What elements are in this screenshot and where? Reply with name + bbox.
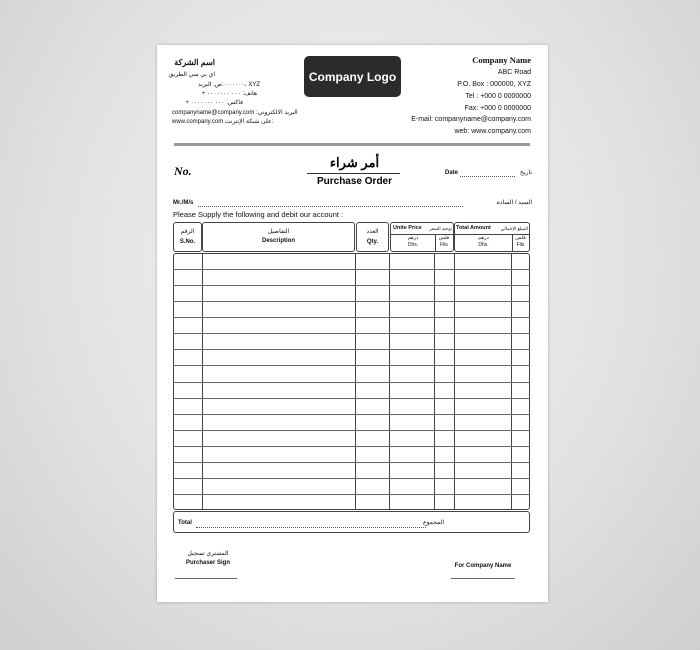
table-row-line [173, 317, 530, 318]
total-field[interactable] [196, 527, 426, 528]
items-table [173, 222, 530, 510]
header-sno [173, 222, 202, 252]
table-row-line [173, 462, 530, 463]
header-sno-ar: الرقم [180, 229, 195, 235]
table-row-line [173, 365, 530, 366]
company-tel: Tel : +000 0 0000000 [465, 93, 531, 100]
tel-ar: هاتف: ٠٠٠ ٠٠٠٠٠٠٠ + [201, 91, 257, 97]
title-ar: أمر شراء [329, 155, 380, 170]
header-total-amount [454, 222, 530, 252]
table-row-line [173, 494, 530, 495]
total-row [173, 511, 530, 533]
header-total-en: Total Amount [456, 225, 491, 231]
table-row-line [173, 269, 530, 270]
supply-instruction: Please Supply the following and debit our account : [173, 210, 344, 219]
purchaser-sign-label: Purchaser Sign [185, 560, 230, 566]
header-desc-ar: التفاصيل [267, 229, 290, 235]
date-label: Date [445, 170, 459, 176]
header-desc-en: Description [261, 238, 295, 244]
table-row-line [173, 478, 530, 479]
customer-name-field[interactable] [198, 206, 463, 207]
table-row-line [173, 301, 530, 302]
header-price-en: Unite Price [393, 225, 422, 231]
header-total-ar: المبلغ الإجمالي [500, 226, 528, 231]
road-ar: اي بي سي الطريق [168, 72, 215, 78]
total-dhs-en: Dhs. [478, 242, 489, 248]
company-email: E-mail: companyname@company.com [411, 116, 531, 123]
total-label: Total [178, 520, 192, 526]
table-row-line [173, 414, 530, 415]
header-unit-price [390, 222, 454, 252]
company-name: Company Name [472, 55, 531, 65]
title-underline [307, 173, 400, 174]
mrms-ar: السيد / السادة [496, 200, 532, 206]
table-row-line [173, 285, 530, 286]
company-sign-line[interactable] [451, 578, 515, 579]
purchase-order-sheet [157, 45, 548, 602]
no-label: No. [174, 164, 192, 178]
email-line-left: companyname@company.com :البريد الالكتروني [172, 110, 298, 116]
price-dhs-en: Dhs. [407, 242, 419, 248]
fax-ar: فاكس: ٠٠٠ ٠٠٠٠٠٠٠ + [185, 100, 243, 106]
total-fils-en: Fils [516, 242, 525, 248]
table-row-line [173, 382, 530, 383]
table-row-line [173, 446, 530, 447]
pobox-ar: XYZ ،٠٠٠٠٠٠ :ص. البريد [198, 82, 260, 88]
company-fax: Fax: +000 0 0000000 [464, 105, 531, 112]
header-sno-en: S.No. [179, 239, 196, 245]
company-pobox: P.O. Box : 000000, XYZ [457, 81, 531, 88]
table-row-line [173, 349, 530, 350]
header-qty [356, 222, 389, 252]
price-dhs-ar: درهم [407, 235, 419, 241]
total-fils-ar: فلس [515, 235, 526, 241]
price-fils-en: Fils [440, 242, 448, 248]
purchaser-sign-ar: المشتري تسجيل [187, 551, 229, 557]
header-qty-en: Qty. [366, 239, 379, 245]
company-web: web: www.company.com [454, 128, 531, 135]
total-ar: المجموع [423, 520, 444, 526]
web-line-left: www.company.com على شبكة الإنترنت: [172, 119, 274, 125]
header-price-ar: توحيد السعر [429, 226, 452, 231]
price-fils-ar: فلس [438, 235, 450, 241]
mrms-label: Mr./M/s [173, 200, 194, 206]
table-row-line [173, 430, 530, 431]
company-name-ar: اسم الشركة [174, 58, 215, 67]
total-dhs-ar: درهم [478, 235, 489, 241]
company-logo: Company Logo [304, 56, 401, 97]
table-row-line [173, 333, 530, 334]
for-company-label: For Company Name [454, 563, 512, 569]
table-row-line [173, 398, 530, 399]
header-description [202, 222, 355, 252]
company-road: ABC Road [497, 69, 531, 76]
date-field[interactable] [460, 176, 515, 177]
purchaser-sign-line[interactable] [175, 578, 237, 579]
header-divider [174, 143, 530, 146]
header-qty-ar: العدد [366, 229, 379, 235]
date-ar: تاريخ [520, 170, 532, 176]
title-en: Purchase Order [316, 176, 393, 187]
